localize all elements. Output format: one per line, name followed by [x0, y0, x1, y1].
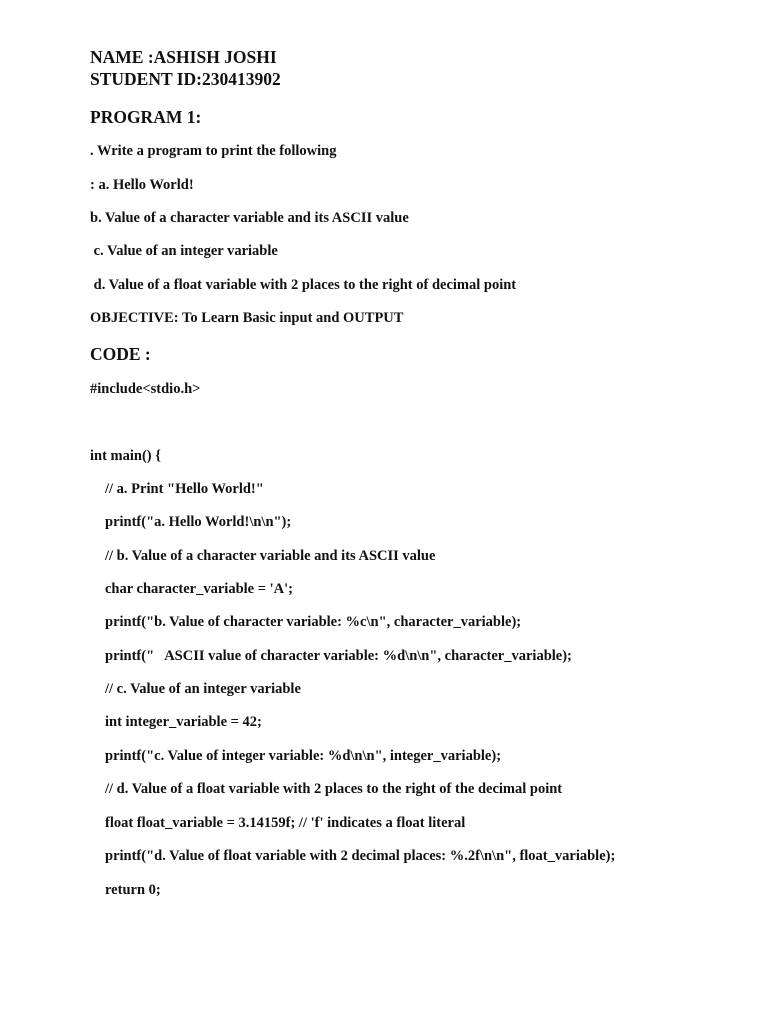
task-a: : a. Hello World! [90, 177, 194, 193]
code-heading: CODE : [90, 344, 151, 364]
code-line: // a. Print "Hello World!" [105, 481, 264, 497]
code-line: printf("d. Value of float variable with 2 decimal places: %.2f\n\n", float_variable); [105, 848, 616, 864]
task-c: c. Value of an integer variable [90, 243, 278, 259]
code-line: float float_variable = 3.14159f; // 'f' indicates a float literal [105, 815, 466, 831]
student-name: NAME :ASHISH JOSHI [90, 47, 277, 67]
task-b: b. Value of a character variable and its ASCII value [90, 210, 409, 226]
task-intro: . Write a program to print the following [90, 143, 337, 159]
code-line: // d. Value of a float variable with 2 places to the right of the decimal point [105, 781, 563, 797]
code-line: printf("b. Value of character variable: %c\n", character_variable); [105, 614, 522, 630]
objective: OBJECTIVE: To Learn Basic input and OUTPUT [90, 310, 404, 326]
student-id: STUDENT ID:230413902 [90, 69, 281, 89]
program-title: PROGRAM 1: [90, 107, 202, 127]
code-line: char character_variable = 'A'; [105, 581, 293, 597]
code-line: printf("c. Value of integer variable: %d\n\n", integer_variable); [105, 748, 502, 764]
code-line: return 0; [105, 882, 161, 898]
code-line: int main() { [90, 448, 161, 464]
code-line: printf("a. Hello World!\n\n"); [105, 514, 292, 530]
task-d: d. Value of a float variable with 2 places to the right of decimal point [90, 277, 517, 293]
code-line: int integer_variable = 42; [105, 714, 262, 730]
code-line: #include<stdio.h> [90, 381, 201, 397]
code-line: // c. Value of an integer variable [105, 681, 301, 697]
code-line: printf(" ASCII value of character variable: %d\n\n", character_variable); [105, 648, 572, 664]
code-line: // b. Value of a character variable and its ASCII value [105, 548, 436, 564]
